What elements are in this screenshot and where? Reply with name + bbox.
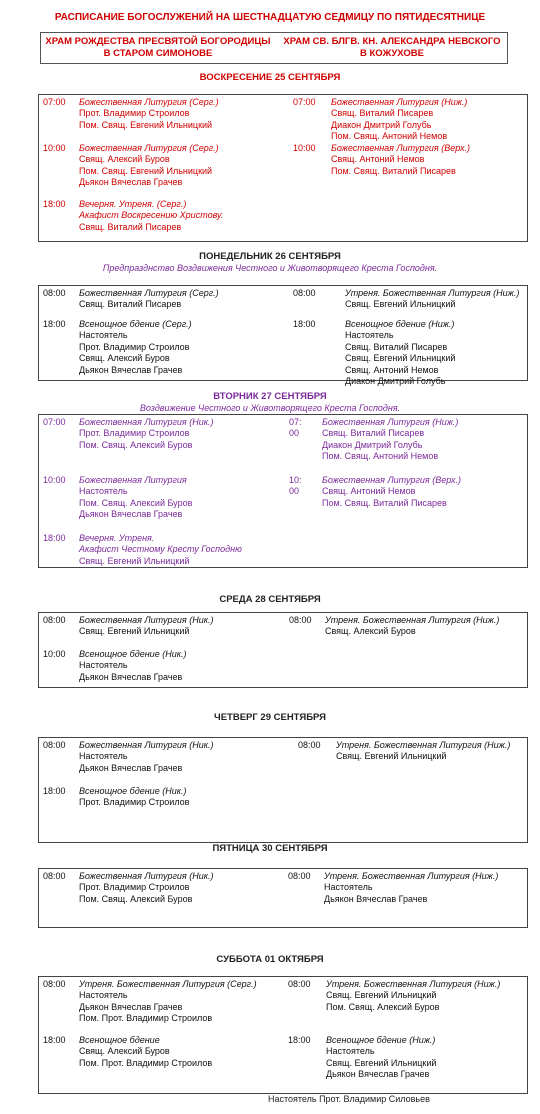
clergy-name: Пом. Свящ. Виталий Писарев xyxy=(331,165,456,176)
service-time: 08:00 xyxy=(43,288,66,298)
service-name-line xyxy=(322,475,509,486)
service-place: (Ник.) xyxy=(189,417,214,427)
clergy-name: Свящ. Алексий Буров xyxy=(325,626,416,637)
clergy-name: Свящ. Евгений Ильницкий xyxy=(345,353,456,364)
service-name: Вечерня. Утреня. xyxy=(79,199,155,209)
service-name: Всенощное бдение xyxy=(345,319,426,329)
service-place: (Ниж.) xyxy=(409,1035,436,1045)
service-entry xyxy=(293,97,513,143)
clergy-name: Свящ. Евгений Ильницкий xyxy=(326,1057,437,1068)
service-name-line xyxy=(322,417,509,428)
service-time: 18:00 xyxy=(43,786,66,796)
service-time: 08:00 xyxy=(289,615,312,625)
service-body xyxy=(345,288,520,311)
day-title: СРЕДА 28 СЕНТЯБРЯ xyxy=(219,594,321,605)
clergy-name: Дьякон Вячеслав Грачев xyxy=(324,893,428,904)
service-body xyxy=(326,979,508,1013)
clergy-name: Настоятель xyxy=(79,660,128,671)
service-place: (Ник.) xyxy=(189,615,214,625)
day-schedule-box xyxy=(38,414,528,568)
clergy-name: Свящ. Виталий Писарев xyxy=(79,221,182,232)
service-time: 18:00 xyxy=(293,319,316,329)
clergy-name: Пом. Свящ. Алексий Буров xyxy=(79,497,193,508)
clergy-name: Свящ. Антоний Немов xyxy=(331,154,425,165)
clergy-name: Свящ. Виталий Писарев xyxy=(331,108,434,119)
service-name: Утреня. Божественная Литургия xyxy=(79,979,225,989)
service-entry xyxy=(293,319,513,387)
service-time: 07:00 xyxy=(43,97,66,107)
service-name-line xyxy=(324,871,508,882)
service-time: 10:00 xyxy=(43,475,66,485)
service-entry xyxy=(288,979,508,1013)
service-place: (Ниж.) xyxy=(474,979,501,989)
clergy-name: Дьякон Вячеслав Грачев xyxy=(326,1069,430,1080)
clergy-name: Пом. Свящ. Антоний Немов xyxy=(331,131,448,142)
clergy-name: Прот. Владимир Строилов xyxy=(79,882,190,893)
church-right-line1: ХРАМ СВ. БЛГВ. КН. АЛЕКСАНДРА НЕВСКОГО xyxy=(283,36,501,47)
service-body xyxy=(79,649,283,683)
service-entry xyxy=(43,740,283,774)
service-time: 08:00 xyxy=(43,615,66,625)
service-body xyxy=(79,615,283,638)
service-name-line xyxy=(79,417,283,428)
day-schedule-box xyxy=(38,737,528,843)
service-body xyxy=(79,786,283,809)
service-name: Утреня. Божественная Литургия xyxy=(325,615,471,625)
clergy-name: Свящ. Виталий Писарев xyxy=(345,341,448,352)
service-name: Божественная Литургия xyxy=(331,143,439,153)
day-title: ПЯТНИЦА 30 СЕНТЯБРЯ xyxy=(212,843,328,854)
service-place: (Ник.) xyxy=(162,649,187,659)
service-body xyxy=(331,143,513,177)
clergy-name: Настоятель xyxy=(326,1046,375,1057)
service-name: Божественная Литургия xyxy=(331,97,439,107)
day-title: ЧЕТВЕРГ 29 СЕНТЯБРЯ xyxy=(214,712,326,723)
service-time: 18:00 xyxy=(288,1035,311,1045)
service-name-line xyxy=(79,1035,283,1046)
service-place: (Ник.) xyxy=(162,786,187,796)
clergy-name: Настоятель xyxy=(79,751,128,762)
service-place: (Ник.) xyxy=(189,871,214,881)
service-place: (Серг.) xyxy=(189,97,219,107)
service-time: 08:00 xyxy=(43,979,66,989)
service-name-line xyxy=(79,979,283,990)
service-name-line xyxy=(336,740,518,751)
service-entry xyxy=(298,740,518,763)
clergy-name: Свящ. Антоний Немов xyxy=(345,364,439,375)
church-left-line2: В СТАРОМ СИМОНОВЕ xyxy=(103,48,213,59)
service-entry xyxy=(43,871,283,905)
clergy-name: Свящ. Виталий Писарев xyxy=(79,299,182,310)
service-body xyxy=(322,417,509,463)
service-name: Божественная Литургия xyxy=(79,615,187,625)
service-time: 10: 00 xyxy=(289,475,302,497)
service-entry xyxy=(43,979,283,1025)
service-name: Божественная Литургия xyxy=(79,871,187,881)
clergy-name: Пом. Свящ. Алексий Буров xyxy=(326,1001,440,1012)
day-schedule-box xyxy=(38,612,528,688)
service-entry xyxy=(43,143,283,189)
service-place: (Серг.) xyxy=(227,979,257,989)
service-name-line xyxy=(79,97,283,108)
service-entry xyxy=(293,288,520,311)
service-body xyxy=(336,740,518,763)
day-schedule-box xyxy=(38,285,528,387)
service-entry xyxy=(43,288,283,311)
service-time: 10:00 xyxy=(293,143,316,153)
clergy-name: Настоятель xyxy=(79,486,128,497)
clergy-name: Прот. Владимир Строилов xyxy=(79,797,190,808)
clergy-name: Пом. Прот. Владимир Строилов xyxy=(79,1013,213,1024)
clergy-name: Прот. Владимир Строилов xyxy=(79,428,190,439)
service-name: Утреня. Божественная Литургия xyxy=(336,740,482,750)
service-place: (Серг.) xyxy=(189,288,219,298)
service-time: 18:00 xyxy=(43,533,66,543)
service-body xyxy=(79,871,283,905)
clergy-name: Дьякон Вячеслав Грачев xyxy=(79,177,183,188)
church-left-line1: ХРАМ РОЖДЕСТВА ПРЕСВЯТОЙ БОГОРОДИЦЫ xyxy=(45,36,271,47)
clergy-name: Прот. Владимир Строилов xyxy=(79,108,190,119)
service-entry xyxy=(43,533,283,567)
service-name: Утреня. Божественная Литургия xyxy=(326,979,472,989)
service-time: 18:00 xyxy=(43,1035,66,1045)
service-name-line xyxy=(79,533,283,544)
clergy-name: Настоятель xyxy=(345,330,394,341)
day-schedule-box xyxy=(38,868,528,928)
day-title: ВТОРНИК 27 СЕНТЯБРЯ xyxy=(213,391,327,402)
service-body xyxy=(79,740,283,774)
clergy-name: Свящ. Алексий Буров xyxy=(79,353,170,364)
clergy-name: Настоятель xyxy=(79,990,128,1001)
service-time: 08:00 xyxy=(288,979,311,989)
service-name: Божественная Литургия xyxy=(79,475,187,485)
service-time: 08:00 xyxy=(298,740,321,750)
clergy-name: Пом. Свящ. Алексий Буров xyxy=(79,893,193,904)
service-name: Божественная Литургия xyxy=(79,143,187,153)
service-time: 07:00 xyxy=(293,97,316,107)
service-name: Божественная Литургия xyxy=(322,475,430,485)
day-title: ПОНЕДЕЛЬНИК 26 СЕНТЯБРЯ xyxy=(199,251,341,262)
service-body xyxy=(79,1035,283,1069)
service-entry xyxy=(289,417,509,463)
service-entry xyxy=(43,199,283,233)
clergy-name: Дьякон Вячеслав Грачев xyxy=(79,762,183,773)
service-time: 08:00 xyxy=(288,871,311,881)
clergy-name: Свящ. Антоний Немов xyxy=(322,486,416,497)
service-entry xyxy=(43,97,283,131)
service-body xyxy=(79,533,283,567)
clergy-name: Пом. Свящ. Антоний Немов xyxy=(322,451,439,462)
clergy-name: Дьякон Вячеслав Грачев xyxy=(79,671,183,682)
service-name: Божественная Литургия xyxy=(79,417,187,427)
service-entry xyxy=(43,475,283,521)
service-entry xyxy=(289,615,509,638)
service-entry xyxy=(288,1035,508,1081)
service-name-line xyxy=(79,649,283,660)
service-body xyxy=(345,319,513,387)
service-body xyxy=(79,97,283,131)
day-schedule-box xyxy=(38,94,528,242)
service-time: 07: 00 xyxy=(289,417,302,439)
feast-note: Предпразднство Воздвижения Честного и Животворящего Креста Господня. xyxy=(102,263,438,273)
service-place: (Ниж.) xyxy=(432,417,459,427)
service-body xyxy=(79,475,283,521)
clergy-name: Свящ. Алексий Буров xyxy=(79,154,170,165)
service-entry xyxy=(289,475,509,509)
service-name: Божественная Литургия xyxy=(79,97,187,107)
clergy-name: Пом. Свящ. Евгений Ильницкий xyxy=(79,165,213,176)
service-place: (Верх.) xyxy=(432,475,461,485)
service-place: (Ник.) xyxy=(189,740,214,750)
clergy-name: Диакон Дмитрий Голубь xyxy=(345,376,446,387)
feast-note: Воздвижение Честного и Животворящего Креста Господня. xyxy=(139,403,401,413)
clergy-name: Дьякон Вячеслав Грачев xyxy=(79,1001,183,1012)
day-title: ВОСКРЕСЕНИЕ 25 СЕНТЯБРЯ xyxy=(199,72,341,83)
service-name-line xyxy=(326,979,508,990)
clergy-name: Свящ. Евгений Ильницкий xyxy=(79,555,190,566)
church-right xyxy=(277,36,507,60)
service-place: (Ниж.) xyxy=(472,871,499,881)
service-name-line xyxy=(79,786,283,797)
clergy-name: Пом. Прот. Владимир Строилов xyxy=(79,1057,213,1068)
clergy-name: Дьякон Вячеслав Грачев xyxy=(79,509,183,520)
service-name-line xyxy=(79,615,283,626)
service-entry xyxy=(43,786,283,809)
day-title: СУББОТА 01 ОКТЯБРЯ xyxy=(216,954,324,965)
service-name-line xyxy=(331,97,513,108)
service-place: (Ниж.) xyxy=(473,615,500,625)
service-body xyxy=(79,979,283,1025)
service-entry xyxy=(43,417,283,451)
service-name-line xyxy=(79,319,283,330)
service-place: (Серг.) xyxy=(156,199,187,209)
service-name: Божественная Литургия xyxy=(322,417,430,427)
service-name-line xyxy=(331,143,513,154)
clergy-name: Свящ. Алексий Буров xyxy=(79,1046,170,1057)
clergy-name: Настоятель xyxy=(79,330,128,341)
clergy-name: Пом. Свящ. Виталий Писарев xyxy=(322,497,447,508)
service-time: 10:00 xyxy=(43,143,66,153)
service-name: Утреня. Божественная Литургия xyxy=(324,871,470,881)
service-name-line xyxy=(79,199,283,210)
page-title: РАСПИСАНИЕ БОГОСЛУЖЕНИЙ НА ШЕСТНАДЦАТУЮ СЕДМИЦУ ПО ПЯТИДЕСЯТНИЦЕ xyxy=(54,12,486,23)
clergy-name: Дьякон Вячеслав Грачев xyxy=(79,364,183,375)
service-body xyxy=(79,199,283,233)
service-time: 08:00 xyxy=(43,740,66,750)
service-entry xyxy=(43,1035,283,1069)
service-entry xyxy=(288,871,508,905)
service-name: Вечерня. Утреня. xyxy=(79,533,155,543)
clergy-name: Диакон Дмитрий Голубь xyxy=(331,119,432,130)
service-entry xyxy=(43,615,283,638)
service-body xyxy=(325,615,509,638)
service-name: Всенощное бдение xyxy=(79,319,160,329)
service-name: Божественная Литургия xyxy=(79,288,187,298)
clergy-name: Свящ. Евгений Ильницкий xyxy=(326,990,437,1001)
service-body xyxy=(322,475,509,509)
clergy-name: Свящ. Евгений Ильницкий xyxy=(336,751,447,762)
service-body xyxy=(79,417,283,451)
clergy-name: Свящ. Евгений Ильницкий xyxy=(79,626,190,637)
clergy-name: Диакон Дмитрий Голубь xyxy=(322,439,423,450)
service-name-line xyxy=(79,475,283,486)
service-entry xyxy=(293,143,513,177)
service-name: Всенощное бдение xyxy=(326,1035,407,1045)
service-place: (Серг.) xyxy=(189,143,219,153)
service-entry xyxy=(43,649,283,683)
service-name: Всенощное бдение xyxy=(79,1035,160,1045)
service-name: Божественная Литургия xyxy=(79,740,187,750)
church-left xyxy=(43,36,273,60)
service-name-extra: Акафист Воскресению Христову. xyxy=(79,210,224,221)
service-entry xyxy=(43,319,283,376)
church-right-line2: В КОЖУХОВЕ xyxy=(360,48,424,59)
service-place: (Ниж.) xyxy=(484,740,511,750)
service-body xyxy=(79,319,283,376)
day-schedule-box xyxy=(38,976,528,1094)
clergy-name: Свящ. Евгений Ильницкий xyxy=(345,299,456,310)
service-name-line xyxy=(345,319,513,330)
service-name-line xyxy=(79,288,283,299)
service-body xyxy=(79,143,283,189)
service-name-extra: Акафист Честному Кресту Господню xyxy=(79,544,242,555)
service-name-line xyxy=(79,740,283,751)
service-name-line xyxy=(345,288,520,299)
service-place: (Верх.) xyxy=(441,143,470,153)
service-name-line xyxy=(325,615,509,626)
service-body xyxy=(326,1035,508,1081)
service-name: Всенощное бдение xyxy=(79,786,160,796)
clergy-name: Настоятель xyxy=(324,882,373,893)
service-name-line xyxy=(326,1035,508,1046)
clergy-name: Свящ. Виталий Писарев xyxy=(322,428,425,439)
service-body xyxy=(79,288,283,311)
service-time: 07:00 xyxy=(43,417,66,427)
clergy-name: Прот. Владимир Строилов xyxy=(79,341,190,352)
service-time: 18:00 xyxy=(43,319,66,329)
service-time: 18:00 xyxy=(43,199,66,209)
service-name: Утреня. Божественная Литургия xyxy=(345,288,491,298)
churches-header xyxy=(40,32,508,64)
service-place: (Ниж.) xyxy=(441,97,468,107)
service-place: (Серг.) xyxy=(162,319,192,329)
service-place: (Ниж.) xyxy=(493,288,520,298)
service-name: Всенощное бдение xyxy=(79,649,160,659)
clergy-name: Пом. Свящ. Алексий Буров xyxy=(79,439,193,450)
clergy-name: Пом. Свящ. Евгений Ильницкий xyxy=(79,119,213,130)
service-name-line xyxy=(79,871,283,882)
service-name-line xyxy=(79,143,283,154)
service-time: 08:00 xyxy=(293,288,316,298)
footer-signature: Настоятель Прот. Владимир Силовьев xyxy=(268,1094,430,1104)
service-time: 08:00 xyxy=(43,871,66,881)
service-time: 10:00 xyxy=(43,649,66,659)
service-body xyxy=(331,97,513,143)
service-place: (Ниж.) xyxy=(428,319,455,329)
service-body xyxy=(324,871,508,905)
